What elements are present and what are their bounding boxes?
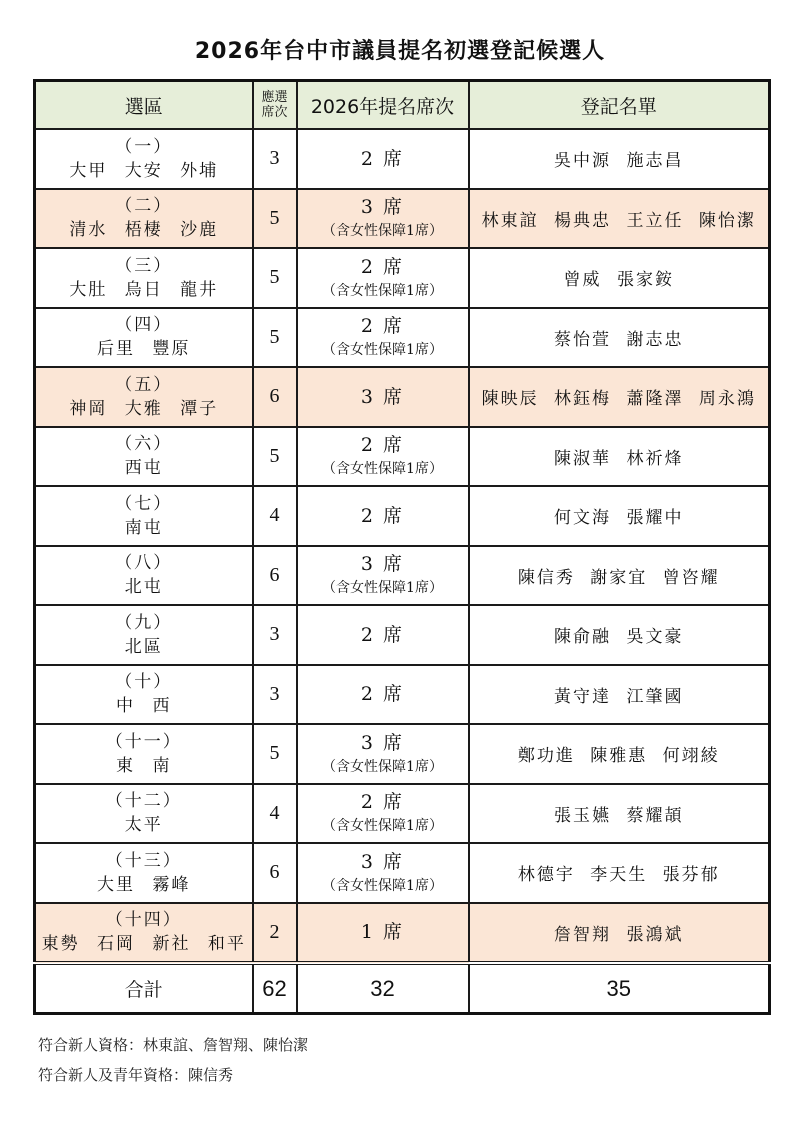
header-quota-line1: 應選: [261, 90, 288, 105]
seats-cell: [297, 189, 469, 249]
quota-cell: 6: [253, 546, 297, 606]
registered-names: 黃守達 江肇國: [469, 665, 770, 725]
quota-cell: 5: [253, 724, 297, 784]
seats-count: 2 席: [360, 255, 405, 278]
registered-names: 詹智翔 張鴻斌: [469, 903, 770, 964]
seats-count: 2 席: [360, 147, 405, 170]
seats-count: 1 席: [360, 921, 405, 944]
total-quota: 62: [253, 963, 297, 1014]
district-area: 南屯: [124, 517, 163, 538]
seats-cell: [297, 486, 469, 546]
seats-cell: [297, 843, 469, 903]
table-row: [35, 724, 770, 784]
district-index: （十）: [115, 672, 173, 693]
district-area: 北屯: [124, 577, 163, 598]
district-cell: [35, 546, 253, 606]
district-index: （六）: [115, 434, 173, 455]
total-label: 合計: [35, 963, 253, 1014]
table-row: [35, 665, 770, 725]
female-quota-note: （含女性保障1席）: [322, 461, 443, 478]
female-quota-note: （含女性保障1席）: [322, 342, 443, 359]
header-nomination: 2026年提名席次: [297, 81, 469, 130]
seats-cell: [297, 724, 469, 784]
quota-cell: 4: [253, 486, 297, 546]
table-row: [35, 308, 770, 368]
registered-names: 吳中源 施志昌: [469, 129, 770, 189]
quota-cell: 3: [253, 605, 297, 665]
table-row: [35, 784, 770, 844]
registered-names: 曾威 張家銨: [469, 248, 770, 308]
note-newcomer: 符合新人資格：林東誼、詹智翔、陳怡潔: [38, 1036, 309, 1054]
quota-cell: 5: [253, 308, 297, 368]
table-row: [35, 605, 770, 665]
seats-count: 3 席: [360, 385, 405, 408]
district-area: 后里 豐原: [97, 339, 191, 360]
female-quota-note: （含女性保障1席）: [322, 758, 443, 775]
district-area: 東 南: [116, 755, 172, 776]
district-area: 北區: [124, 636, 163, 657]
table-row: [35, 189, 770, 249]
female-quota-note: （含女性保障1席）: [322, 877, 443, 894]
quota-cell: 5: [253, 248, 297, 308]
district-cell: [35, 427, 253, 487]
district-cell: [35, 665, 253, 725]
registered-names: 林東誼 楊典忠 王立任 陳怡潔: [469, 189, 770, 249]
table-row: [35, 129, 770, 189]
district-index: （七）: [115, 493, 173, 514]
quota-cell: 2: [253, 903, 297, 964]
district-cell: [35, 843, 253, 903]
total-seats: 32: [297, 963, 469, 1014]
seats-count: 3 席: [360, 196, 405, 219]
quota-cell: 6: [253, 367, 297, 427]
seats-cell: [297, 308, 469, 368]
registered-names: 林德宇 李天生 張芬郁: [469, 843, 770, 903]
female-quota-note: （含女性保障1席）: [322, 818, 443, 835]
seats-count: 2 席: [360, 315, 405, 338]
quota-cell: 3: [253, 665, 297, 725]
district-index: （三）: [115, 255, 173, 276]
header-district: 選區: [35, 81, 253, 130]
seats-count: 3 席: [360, 850, 405, 873]
quota-cell: 3: [253, 129, 297, 189]
district-cell: [35, 367, 253, 427]
district-cell: [35, 903, 253, 964]
district-index: （一）: [115, 136, 173, 157]
quota-cell: 5: [253, 427, 297, 487]
seats-cell: [297, 665, 469, 725]
total-registered: 35: [469, 963, 770, 1014]
table-row: [35, 367, 770, 427]
district-cell: [35, 784, 253, 844]
registered-names: 陳信秀 謝家宜 曾咨耀: [469, 546, 770, 606]
district-area: 清水 梧棲 沙鹿: [69, 220, 219, 241]
header-quota: [253, 81, 297, 130]
district-cell: [35, 248, 253, 308]
seats-count: 2 席: [360, 504, 405, 527]
table-row: [35, 546, 770, 606]
seats-count: 2 席: [360, 623, 405, 646]
district-cell: [35, 724, 253, 784]
district-area: 神岡 大雅 潭子: [69, 398, 219, 419]
district-area: 東勢 石岡 新社 和平: [41, 934, 246, 955]
district-area: 太平: [124, 815, 163, 836]
district-area: 大里 霧峰: [97, 874, 191, 895]
seats-count: 2 席: [360, 683, 405, 706]
district-index: （九）: [115, 612, 173, 633]
district-index: （十一）: [105, 731, 182, 752]
seats-cell: [297, 129, 469, 189]
seats-cell: [297, 248, 469, 308]
total-row: [35, 963, 770, 1014]
district-index: （四）: [115, 315, 173, 336]
seats-cell: [297, 546, 469, 606]
district-cell: [35, 129, 253, 189]
quota-cell: 4: [253, 784, 297, 844]
registered-names: 陳淑華 林祈烽: [469, 427, 770, 487]
district-index: （十三）: [105, 850, 182, 871]
district-cell: [35, 189, 253, 249]
registered-names: 張玉嬿 蔡耀頡: [469, 784, 770, 844]
seats-cell: [297, 903, 469, 964]
seats-cell: [297, 367, 469, 427]
seats-cell: [297, 605, 469, 665]
table-row: [35, 903, 770, 964]
district-index: （十四）: [105, 910, 182, 931]
footnotes: [38, 1032, 308, 1092]
header-registered: 登記名單: [469, 81, 770, 130]
district-area: 大肚 烏日 龍井: [69, 279, 219, 300]
female-quota-note: （含女性保障1席）: [322, 223, 443, 240]
female-quota-note: （含女性保障1席）: [322, 580, 443, 597]
district-index: （十二）: [105, 791, 182, 812]
registered-names: 何文海 張耀中: [469, 486, 770, 546]
quota-cell: 6: [253, 843, 297, 903]
seats-count: 3 席: [360, 731, 405, 754]
table-row: [35, 843, 770, 903]
district-index: （八）: [115, 553, 173, 574]
document-title: 2026年台中市議員提名初選登記候選人: [194, 39, 606, 64]
registered-names: 陳映辰 林鈺梅 蕭隆澤 周永鴻: [469, 367, 770, 427]
seats-count: 2 席: [360, 791, 405, 814]
district-cell: [35, 308, 253, 368]
registered-names: 鄭功進 陳雅惠 何翊綾: [469, 724, 770, 784]
registered-names: 陳俞融 吳文豪: [469, 605, 770, 665]
table-row: [35, 486, 770, 546]
table-header-row: [35, 81, 770, 130]
district-cell: [35, 486, 253, 546]
seats-count: 3 席: [360, 553, 405, 576]
note-newcomer-youth: 符合新人及青年資格：陳信秀: [38, 1066, 234, 1084]
district-area: 大甲 大安 外埔: [69, 160, 219, 181]
seats-count: 2 席: [360, 434, 405, 457]
district-cell: [35, 605, 253, 665]
table-row: [35, 248, 770, 308]
header-quota-line2: 席次: [261, 105, 288, 120]
candidate-table: [33, 79, 771, 1015]
district-area: 西屯: [124, 458, 163, 479]
seats-cell: [297, 427, 469, 487]
table-row: [35, 427, 770, 487]
seats-cell: [297, 784, 469, 844]
district-index: （二）: [115, 196, 173, 217]
district-index: （五）: [115, 374, 173, 395]
quota-cell: 5: [253, 189, 297, 249]
registered-names: 蔡怡萱 謝志忠: [469, 308, 770, 368]
female-quota-note: （含女性保障1席）: [322, 282, 443, 299]
district-area: 中 西: [116, 696, 172, 717]
